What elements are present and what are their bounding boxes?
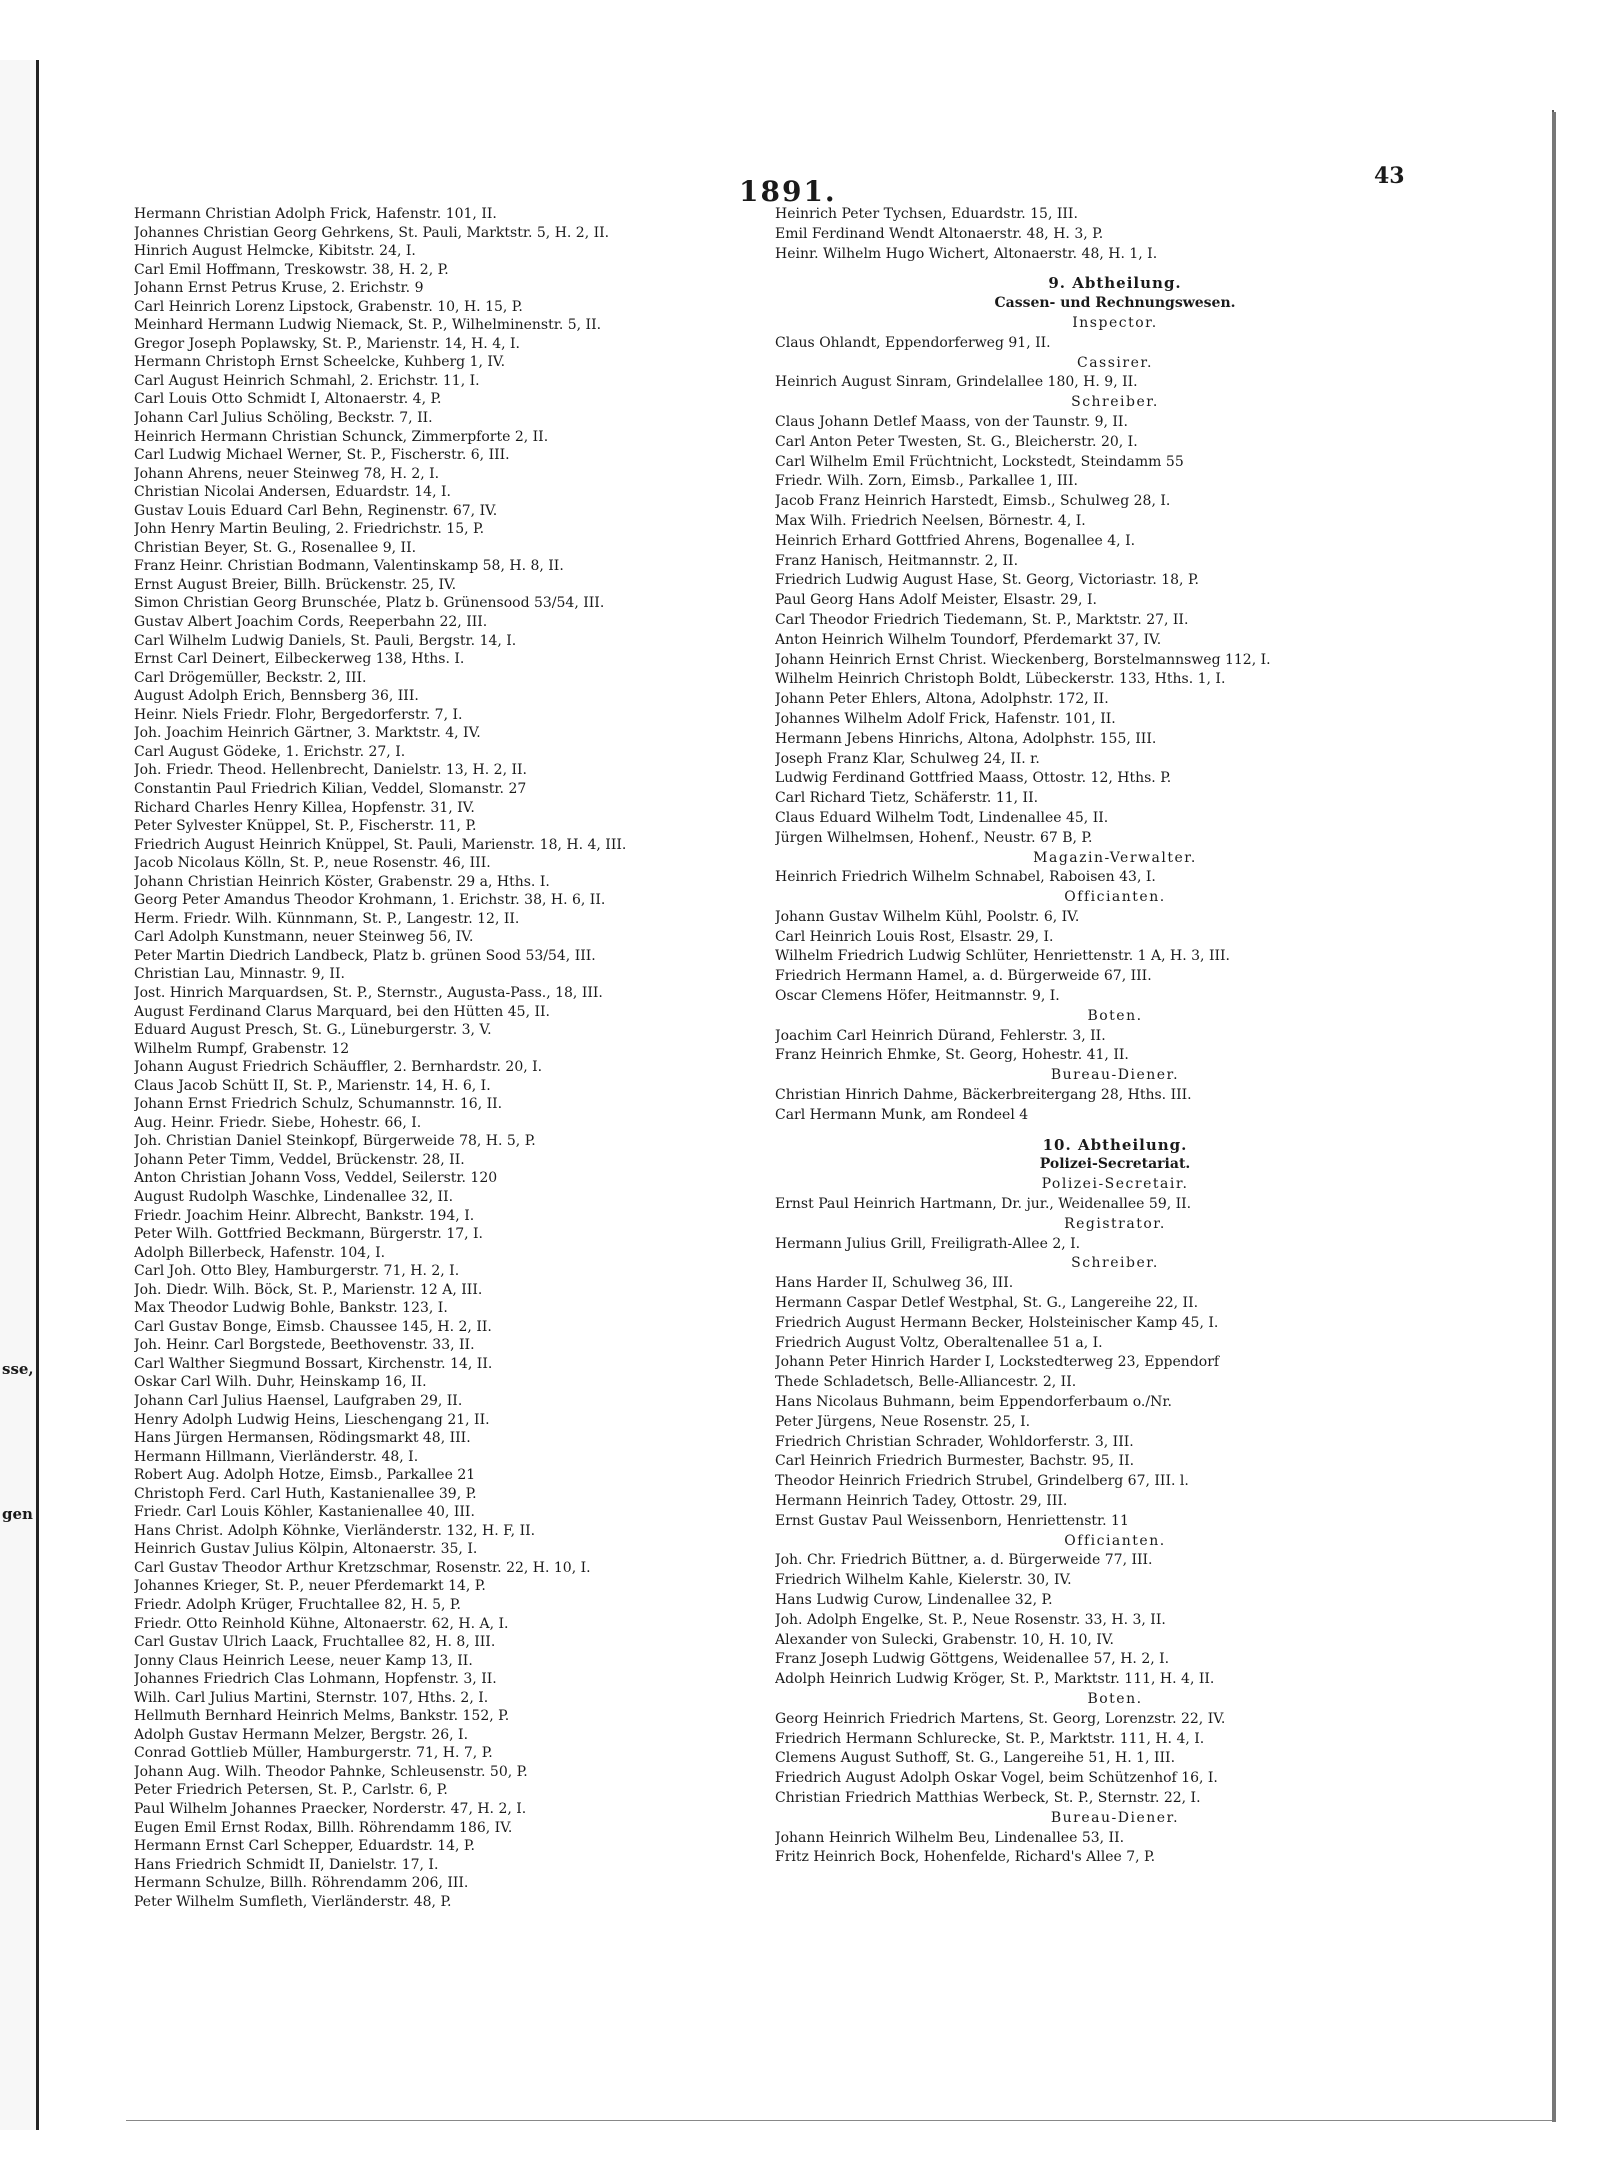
directory-entry: Joh. Chr. Friedrich Büttner, a. d. Bürgerweide 77, III. (775, 1552, 1153, 1569)
directory-entry: Jost. Hinrich Marquardsen, St. P., Sternstr., Augusta-Pass., 18, III. (134, 984, 603, 1001)
directory-entry: Johann Christian Heinrich Köster, Grabenstr. 29 a, Hths. I. (134, 873, 550, 890)
directory-entry: Aug. Heinr. Friedr. Siebe, Hohestr. 66, I. (134, 1114, 422, 1131)
directory-entry: Wilhelm Friedrich Ludwig Schlüter, Henriettenstr. 1 A, H. 3, III. (775, 948, 1230, 965)
directory-entry: Johann Ernst Petrus Kruse, 2. Erichstr. 9 (134, 280, 424, 297)
directory-entry: Claus Jacob Schütt II, St. P., Marienstr. 14, H. 6, I. (134, 1077, 491, 1094)
directory-entry: Carl Heinrich Louis Rost, Elsastr. 29, I. (775, 928, 1054, 945)
directory-entry: Hermann Schulze, Billh. Röhrendamm 206, III. (134, 1875, 469, 1892)
directory-entry: Oskar Carl Wilh. Duhr, Heinskamp 16, II. (134, 1374, 427, 1391)
margin-fragment: sse, (2, 1360, 34, 1378)
directory-entry: Carl Heinrich Friedrich Burmester, Bachstr. 95, II. (775, 1453, 1135, 1470)
directory-entry: Henry Adolph Ludwig Heins, Lieschengang 21, II. (134, 1411, 490, 1428)
directory-entry: Friedr. Wilh. Zorn, Eimsb., Parkallee 1, III. (775, 473, 1078, 490)
directory-entry: Franz Heinrich Ehmke, St. Georg, Hohestr. 41, II. (775, 1047, 1129, 1064)
directory-entry: Alexander von Sulecki, Grabenstr. 10, H. 10, IV. (775, 1631, 1114, 1648)
directory-entry: Johann Peter Timm, Veddel, Brückenstr. 28, II. (134, 1151, 465, 1168)
directory-entry: Eduard August Presch, St. G., Lüneburgerstr. 3, V. (134, 1022, 492, 1039)
directory-entry: Anton Christian Johann Voss, Veddel, Seilerstr. 120 (134, 1170, 498, 1187)
directory-entry: Joh. Diedr. Wilh. Böck, St. P., Marienstr. 12 A, III. (134, 1281, 483, 1298)
directory-entry: Friedr. Adolph Krüger, Fruchtallee 82, H. 5, P. (134, 1597, 461, 1614)
page-year: 1891. (739, 175, 837, 208)
category-heading: Magazin-Verwalter. (1033, 849, 1197, 866)
directory-entry: Herm. Friedr. Wilh. Künnmann, St. P., Langestr. 12, II. (134, 910, 520, 927)
directory-entry: Franz Joseph Ludwig Göttgens, Weidenallee 57, H. 2, I. (775, 1651, 1170, 1668)
directory-entry: Jürgen Wilhelmsen, Hohenf., Neustr. 67 B, P. (775, 829, 1093, 846)
directory-entry: Conrad Gottlieb Müller, Hamburgerstr. 71, H. 7, P. (134, 1745, 493, 1762)
directory-entry: Joseph Franz Klar, Schulweg 24, II. r. (775, 750, 1040, 767)
directory-entry: Joh. Joachim Heinrich Gärtner, 3. Marktstr. 4, IV. (134, 725, 481, 742)
directory-entry: Carl Wilhelm Emil Früchtnicht, Lockstedt, Steindamm 55 (775, 453, 1184, 470)
directory-entry: Carl Louis Otto Schmidt I, Altonaerstr. 4, P. (134, 391, 442, 408)
directory-entry: Joh. Adolph Engelke, St. P., Neue Rosenstr. 33, H. 3, II. (775, 1611, 1166, 1628)
directory-entry: Franz Heinr. Christian Bodmann, Valentinskamp 58, H. 8, II. (134, 558, 564, 575)
directory-entry: Heinr. Niels Friedr. Flohr, Bergedorferstr. 7, I. (134, 706, 463, 723)
directory-entry: Christian Beyer, St. G., Rosenallee 9, II. (134, 539, 417, 556)
directory-entry: Ludwig Ferdinand Gottfried Maass, Ottostr. 12, Hths. P. (775, 770, 1172, 787)
directory-entry: Simon Christian Georg Brunschée, Platz b. Grünensood 53/54, III. (134, 595, 605, 612)
directory-entry: August Ferdinand Clarus Marquard, bei den Hütten 45, II. (134, 1003, 551, 1020)
directory-entry: Johann Peter Ehlers, Altona, Adolphstr. 172, II. (775, 691, 1109, 708)
directory-entry: Carl Walther Siegmund Bossart, Kirchenstr. 14, II. (134, 1355, 493, 1372)
directory-entry: Johann Peter Hinrich Harder I, Lockstedterweg 23, Eppendorf (775, 1354, 1220, 1371)
directory-entry: Constantin Paul Friedrich Kilian, Veddel, Slomanstr. 27 (134, 780, 527, 797)
directory-entry: Max Wilh. Friedrich Neelsen, Börnestr. 4, I. (775, 512, 1086, 529)
page-number: 43 (1374, 163, 1405, 189)
directory-entry: Heinrich Peter Tychsen, Eduardstr. 15, III. (775, 206, 1078, 222)
section-subheading: Cassen- und Rechnungswesen. (994, 295, 1236, 312)
directory-entry: Hans Ludwig Curow, Lindenallee 32, P. (775, 1591, 1053, 1608)
directory-entry: Hans Harder II, Schulweg 36, III. (775, 1275, 1014, 1292)
category-heading: Schreiber. (1071, 394, 1159, 411)
directory-entry: Carl August Heinrich Schmahl, 2. Erichstr. 11, I. (134, 372, 480, 389)
directory-entry: Joachim Carl Heinrich Dürand, Fehlerstr. 3, II. (775, 1027, 1106, 1044)
section-heading: 10. Abtheilung. (1042, 1135, 1188, 1154)
directory-entry: Friedrich August Heinrich Knüppel, St. Pauli, Marienstr. 18, H. 4, III. (134, 836, 627, 853)
directory-entry: Eugen Emil Ernst Rodax, Billh. Röhrendamm 186, IV. (134, 1819, 513, 1836)
directory-entry: Hermann Christian Adolph Frick, Hafenstr. 101, II. (134, 206, 497, 222)
directory-entry: Christian Lau, Minnastr. 9, II. (134, 966, 345, 983)
directory-entry: Paul Wilhelm Johannes Praecker, Norderstr. 47, H. 2, I. (134, 1801, 527, 1818)
directory-entry: Carl Joh. Otto Bley, Hamburgerstr. 71, H. 2, I. (134, 1263, 460, 1280)
directory-entry: Adolph Billerbeck, Hafenstr. 104, I. (134, 1244, 386, 1261)
directory-entry: Christian Friedrich Matthias Werbeck, St. P., Sternstr. 22, I. (775, 1789, 1201, 1806)
directory-entry: Christian Hinrich Dahme, Bäckerbreitergang 28, Hths. III. (775, 1087, 1192, 1104)
directory-entry: Carl Gustav Ulrich Laack, Fruchtallee 82, H. 8, III. (134, 1634, 496, 1651)
directory-entry: Johannes Krieger, St. P., neuer Pferdemarkt 14, P. (134, 1578, 486, 1595)
directory-entry: Wilh. Carl Julius Martini, Sternstr. 107, Hths. 2, I. (134, 1689, 489, 1706)
directory-entry: Carl Richard Tietz, Schäferstr. 11, II. (775, 790, 1039, 807)
directory-entry: Friedr. Joachim Heinr. Albrecht, Bankstr. 194, I. (134, 1207, 475, 1224)
directory-entry: Johann Carl Julius Schöling, Beckstr. 7, II. (134, 410, 433, 427)
directory-entry: Friedrich August Adolph Oskar Vogel, beim Schützenhof 16, I. (775, 1770, 1218, 1787)
category-heading: Officianten. (1064, 889, 1166, 906)
directory-entry: Claus Eduard Wilhelm Todt, Lindenallee 45, II. (775, 809, 1109, 826)
directory-entry: Johann Ahrens, neuer Steinweg 78, H. 2, I. (134, 465, 440, 482)
directory-entry: Johann Heinrich Wilhelm Beu, Lindenallee 53, II. (775, 1829, 1125, 1846)
directory-entry: Peter Jürgens, Neue Rosenstr. 25, I. (775, 1413, 1031, 1430)
page-edge-shadow (1552, 112, 1556, 2122)
directory-entry: Theodor Heinrich Friedrich Strubel, Grindelberg 67, III. l. (775, 1473, 1189, 1490)
directory-entry: Hermann Heinrich Tadey, Ottostr. 29, III. (775, 1493, 1068, 1509)
directory-entry: Peter Martin Diedrich Landbeck, Platz b. grünen Sood 53/54, III. (134, 947, 596, 964)
directory-entry: Anton Heinrich Wilhelm Toundorf, Pferdemarkt 37, IV. (775, 631, 1162, 648)
directory-entry: Jacob Nicolaus Kölln, St. P., neue Rosenstr. 46, III. (134, 855, 491, 872)
directory-entry: Johann Carl Julius Haensel, Laufgraben 29, II. (134, 1393, 463, 1409)
category-heading: Registrator. (1064, 1215, 1166, 1232)
category-heading: Bureau-Diener. (1050, 1809, 1180, 1826)
directory-entry: Johann Ernst Friedrich Schulz, Schumannstr. 16, II. (134, 1096, 503, 1113)
directory-entry: Hinrich August Helmcke, Kibitstr. 24, I. (134, 243, 416, 260)
directory-entry: Johannes Friedrich Clas Lohmann, Hopfenstr. 3, II. (134, 1671, 497, 1688)
section-heading: 9. Abtheilung. (1048, 274, 1182, 293)
directory-entry: Carl Gustav Theodor Arthur Kretzschmar, Rosenstr. 22, H. 10, I. (134, 1559, 591, 1576)
directory-entry: August Adolph Erich, Bennsberg 36, III. (134, 688, 419, 705)
directory-entry: Christoph Ferd. Carl Huth, Kastanienallee 39, P. (134, 1485, 477, 1502)
directory-entry: Franz Hanisch, Heitmannstr. 2, II. (775, 552, 1019, 569)
directory-entry: Claus Johann Detlef Maass, von der Taunstr. 9, II. (775, 413, 1128, 430)
directory-entry: Heinrich Friedrich Wilhelm Schnabel, Raboisen 43, I. (775, 869, 1156, 886)
directory-entry: Clemens August Suthoff, St. G., Langereihe 51, H. 1, III. (775, 1750, 1176, 1767)
directory-entry: Jonny Claus Heinrich Leese, neuer Kamp 13, II. (134, 1652, 473, 1669)
directory-entry: Carl Wilhelm Ludwig Daniels, St. Pauli, Bergstr. 14, I. (134, 632, 517, 649)
directory-entry: Wilhelm Heinrich Christoph Boldt, Lübeckerstr. 133, Hths. 1, I. (775, 671, 1226, 688)
directory-entry: Friedr. Otto Reinhold Kühne, Altonaerstr. 62, H. A, I. (134, 1615, 509, 1632)
directory-entry: Peter Sylvester Knüppel, St. P., Fischerstr. 11, P. (134, 818, 477, 835)
category-heading: Boten. (1087, 1690, 1143, 1707)
directory-entry: Friedrich Hermann Schlurecke, St. P., Marktstr. 111, H. 4, I. (775, 1730, 1205, 1747)
directory-entry: Georg Peter Amandus Theodor Krohmann, 1. Erichstr. 38, H. 6, II. (134, 892, 606, 909)
directory-entry: Gustav Louis Eduard Carl Behn, Reginenstr. 67, IV. (134, 502, 498, 519)
left-column (134, 205, 792, 1911)
directory-entry: Ernst Paul Heinrich Hartmann, Dr. jur., Weidenallee 59, II. (775, 1196, 1192, 1213)
directory-entry: Johannes Wilhelm Adolf Frick, Hafenstr. 101, II. (775, 710, 1116, 727)
category-heading: Schreiber. (1071, 1255, 1159, 1272)
directory-entry: Fritz Heinrich Bock, Hohenfelde, Richard's Allee 7, P. (775, 1849, 1156, 1866)
spacer (775, 264, 1455, 274)
directory-entry: Carl Anton Peter Twesten, St. G., Bleicherstr. 20, I. (775, 433, 1138, 450)
directory-entry: Heinrich August Sinram, Grindelallee 180, H. 9, II. (775, 374, 1138, 391)
directory-entry: Adolph Gustav Hermann Melzer, Bergstr. 26, I. (134, 1726, 469, 1743)
directory-entry: Meinhard Hermann Ludwig Niemack, St. P., Wilhelminenstr. 5, II. (134, 317, 602, 334)
directory-entry: Johann Gustav Wilhelm Kühl, Poolstr. 6, IV. (775, 908, 1080, 925)
directory-entry: Hermann Ernst Carl Schepper, Eduardstr. 14, P. (134, 1838, 475, 1855)
directory-entry: Hans Nicolaus Buhmann, beim Eppendorferbaum o./Nr. (775, 1394, 1172, 1411)
category-heading: Boten. (1087, 1007, 1143, 1024)
directory-entry: Paul Georg Hans Adolf Meister, Elsastr. 29, I. (775, 592, 1097, 609)
directory-entry: Peter Wilhelm Sumfleth, Vierländerstr. 48, P. (134, 1893, 452, 1910)
directory-entry: Ernst Carl Deinert, Eilbeckerweg 138, Hths. I. (134, 651, 465, 668)
directory-entry: Heinrich Gustav Julius Kölpin, Altonaerstr. 35, I. (134, 1541, 478, 1558)
directory-entry: Ernst Gustav Paul Weissenborn, Henriettenstr. 11 (775, 1512, 1129, 1529)
directory-entry: Friedrich Wilhelm Kahle, Kielerstr. 30, IV. (775, 1572, 1072, 1589)
category-heading: Cassirer. (1077, 354, 1153, 371)
directory-entry: Claus Ohlandt, Eppendorferweg 91, II. (775, 334, 1051, 351)
directory-entry: August Rudolph Waschke, Lindenallee 32, II. (134, 1188, 454, 1205)
directory-entry: Christian Nicolai Andersen, Eduardstr. 14, I. (134, 484, 451, 501)
directory-entry: Carl Theodor Friedrich Tiedemann, St. P., Marktstr. 27, II. (775, 611, 1189, 628)
directory-entry: Hans Friedrich Schmidt II, Danielstr. 17, I. (134, 1856, 439, 1873)
directory-entry: Jacob Franz Heinrich Harstedt, Eimsb., Schulweg 28, I. (775, 493, 1171, 510)
category-heading: Polizei-Secretair. (1041, 1176, 1189, 1193)
directory-entry: Friedrich August Hermann Becker, Holsteinischer Kamp 45, I. (775, 1314, 1219, 1331)
directory-entry: Gregor Joseph Poplawsky, St. P., Marienstr. 14, H. 4, I. (134, 335, 520, 352)
directory-entry: Hermann Hillmann, Vierländerstr. 48, I. (134, 1448, 419, 1465)
directory-entry: Oscar Clemens Höfer, Heitmannstr. 9, I. (775, 988, 1060, 1005)
directory-entry: Peter Friedrich Petersen, St. P., Carlstr. 6, P. (134, 1782, 448, 1799)
directory-entry: Carl Adolph Kunstmann, neuer Steinweg 56, IV. (134, 929, 474, 946)
directory-entry: Carl Emil Hoffmann, Treskowstr. 38, H. 2, P. (134, 261, 449, 278)
directory-entry: Max Theodor Ludwig Bohle, Bankstr. 123, I. (134, 1300, 448, 1317)
directory-entry: Thede Schladetsch, Belle-Alliancestr. 2, II. (775, 1374, 1077, 1391)
directory-entry: Friedrich Ludwig August Hase, St. Georg, Victoriastr. 18, P. (775, 572, 1199, 589)
directory-entry: Johann August Friedrich Schäuffler, 2. Bernhardstr. 20, I. (134, 1059, 543, 1076)
directory-entry: John Henry Martin Beuling, 2. Friedrichstr. 15, P. (134, 521, 485, 538)
directory-entry: Heinrich Hermann Christian Schunck, Zimmerpforte 2, II. (134, 428, 549, 445)
directory-entry: Carl Ludwig Michael Werner, St. P., Fischerstr. 6, III. (134, 447, 510, 464)
directory-entry: Carl Heinrich Lorenz Lipstock, Grabenstr. 10, H. 15, P. (134, 298, 523, 315)
directory-entry: Carl August Gödeke, 1. Erichstr. 27, I. (134, 743, 406, 760)
directory-entry: Joh. Heinr. Carl Borgstede, Beethovenstr. 33, II. (134, 1337, 475, 1354)
directory-entry: Wilhelm Rumpf, Grabenstr. 12 (134, 1040, 350, 1057)
directory-entry: Friedrich August Voltz, Oberaltenallee 51 a, I. (775, 1334, 1103, 1351)
directory-entry: Adolph Heinrich Ludwig Kröger, St. P., Marktstr. 111, H. 4, II. (775, 1671, 1215, 1688)
directory-entry: Friedrich Christian Schrader, Wohldorferstr. 3, III. (775, 1433, 1134, 1450)
directory-entry: Hellmuth Bernhard Heinrich Melms, Bankstr. 152, P. (134, 1708, 510, 1725)
directory-entry: Carl Gustav Bonge, Eimsb. Chaussee 145, H. 2, II. (134, 1318, 492, 1335)
directory-entry: Friedr. Carl Louis Köhler, Kastanienallee 40, III. (134, 1504, 475, 1521)
directory-entry: Ernst August Breier, Billh. Brückenstr. 25, IV. (134, 576, 457, 593)
right-column (775, 205, 1455, 1868)
directory-entry: Carl Hermann Munk, am Rondeel 4 (775, 1106, 1029, 1123)
directory-entry: Joh. Friedr. Theod. Hellenbrecht, Danielstr. 13, H. 2, II. (134, 762, 527, 779)
category-heading: Inspector. (1072, 314, 1158, 331)
directory-entry: Friedrich Hermann Hamel, a. d. Bürgerweide 67, III. (775, 968, 1152, 985)
section-subheading: Polizei-Secretariat. (1039, 1156, 1191, 1173)
directory-entry: Hermann Julius Grill, Freiligrath-Allee 2, I. (775, 1235, 1081, 1252)
directory-entry: Hans Jürgen Hermansen, Rödingsmarkt 48, III. (134, 1430, 471, 1447)
directory-entry: Hermann Caspar Detlef Westphal, St. G., Langereihe 22, II. (775, 1295, 1199, 1312)
directory-entry: Hermann Jebens Hinrichs, Altona, Adolphstr. 155, III. (775, 730, 1157, 747)
directory-entry: Carl Drögemüller, Beckstr. 2, III. (134, 669, 367, 686)
category-heading: Bureau-Diener. (1050, 1067, 1180, 1084)
previous-page-edge (0, 60, 39, 2130)
directory-entry: Johann Heinrich Ernst Christ. Wieckenberg, Borstelmannsweg 112, I. (775, 651, 1271, 668)
category-heading: Officianten. (1064, 1532, 1166, 1549)
directory-entry: Johann Aug. Wilh. Theodor Pahnke, Schleusenstr. 50, P. (134, 1763, 528, 1780)
spacer (775, 1126, 1455, 1136)
directory-entry: Joh. Christian Daniel Steinkopf, Bürgerweide 78, H. 5, P. (134, 1133, 536, 1150)
directory-entry: Hermann Christoph Ernst Scheelcke, Kuhberg 1, IV. (134, 354, 506, 371)
directory-entry: Richard Charles Henry Killea, Hopfenstr. 31, IV. (134, 799, 475, 816)
margin-fragment: gen (2, 1505, 33, 1523)
directory-entry: Hans Christ. Adolph Köhnke, Vierländerstr. 132, H. F, II. (134, 1522, 536, 1539)
directory-entry: Georg Heinrich Friedrich Martens, St. Georg, Lorenzstr. 22, IV. (775, 1710, 1226, 1727)
directory-entry: Gustav Albert Joachim Cords, Reeperbahn 22, III. (134, 614, 488, 631)
directory-entry: Robert Aug. Adolph Hotze, Eimsb., Parkallee 21 (134, 1467, 476, 1484)
directory-entry: Heinr. Wilhelm Hugo Wichert, Altonaerstr. 48, H. 1, I. (775, 245, 1158, 262)
directory-entry: Heinrich Erhard Gottfried Ahrens, Bogenallee 4, I. (775, 532, 1136, 549)
directory-entry: Peter Wilh. Gottfried Beckmann, Bürgerstr. 17, I. (134, 1226, 484, 1243)
directory-entry: Emil Ferdinand Wendt Altonaerstr. 48, H. 3, P. (775, 225, 1104, 242)
directory-entry: Johannes Christian Georg Gehrkens, St. Pauli, Marktstr. 5, H. 2, II. (134, 224, 610, 241)
